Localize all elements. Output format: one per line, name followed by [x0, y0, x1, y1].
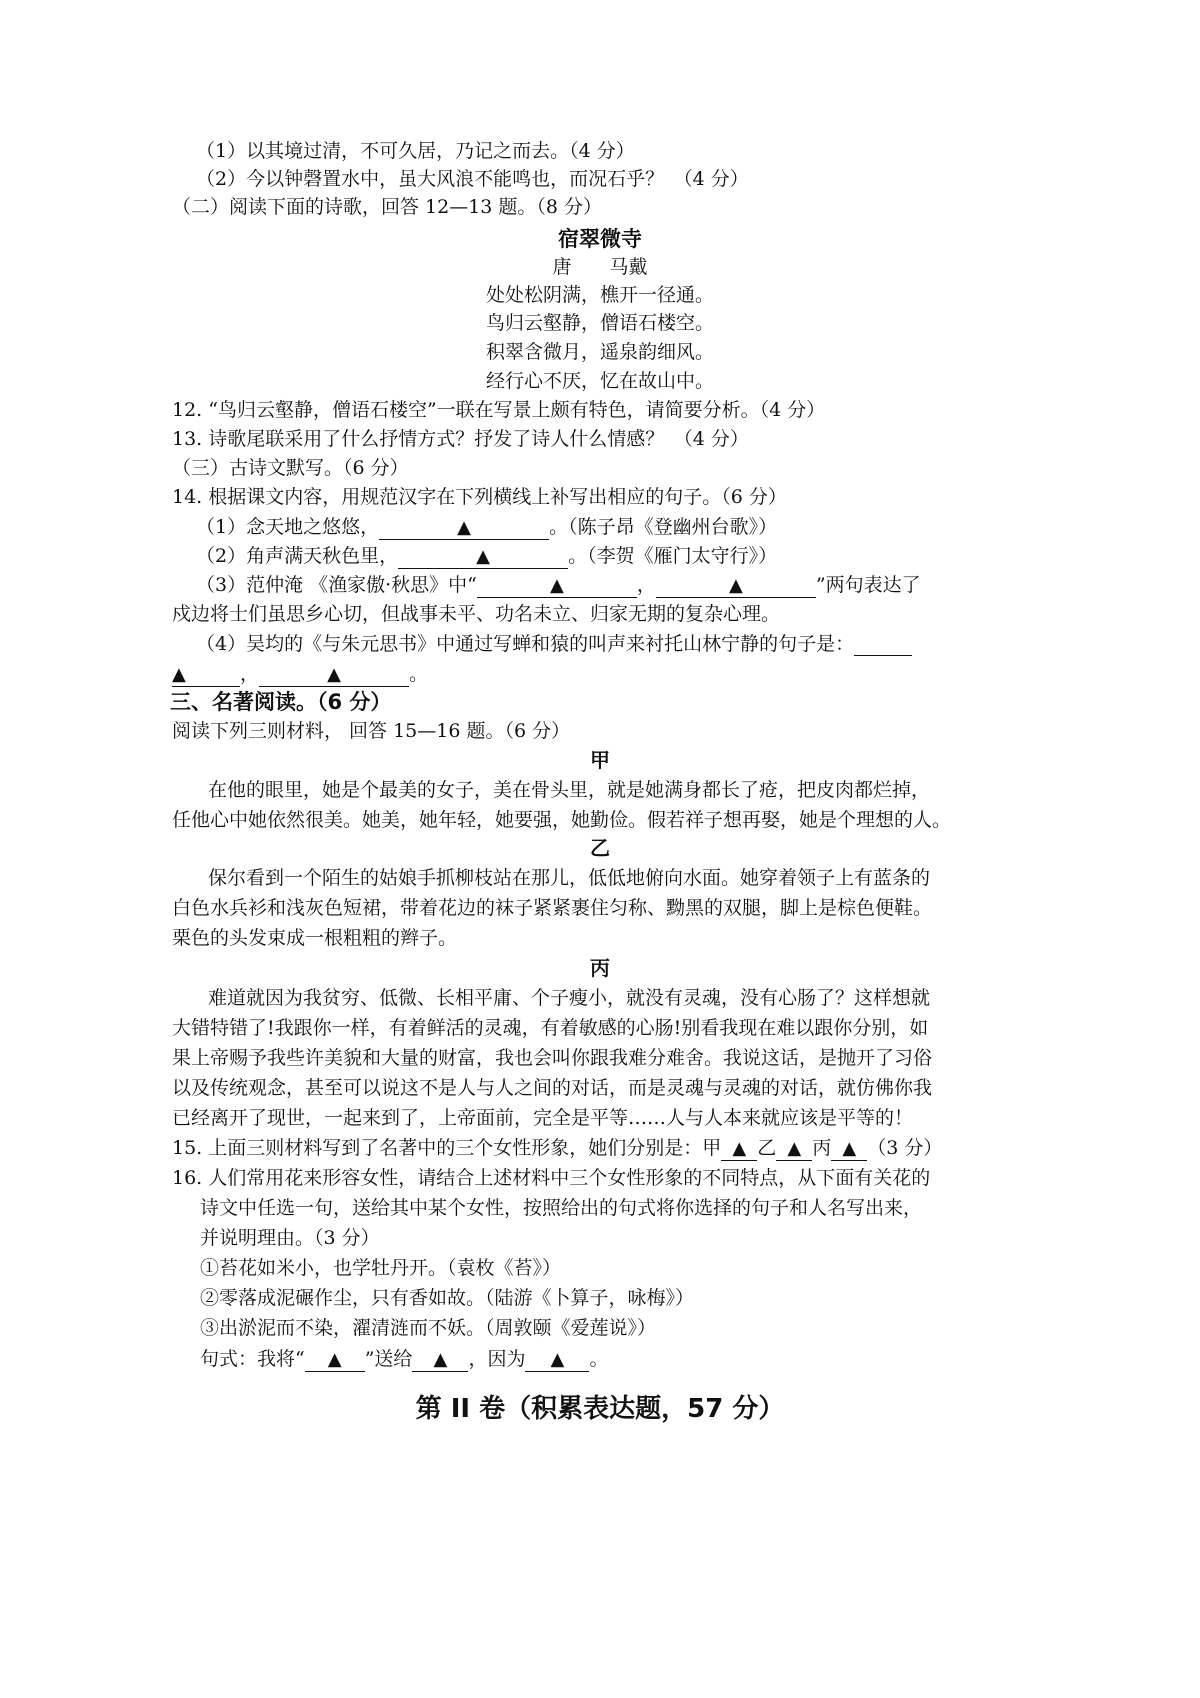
question-15: 15. 上面三则材料写到了名著中的三个女性形象，她们分别是：甲 ▲ 乙 ▲ 丙 ▲ （3 分）: [172, 1137, 943, 1159]
triangle-icon: ▲: [172, 664, 186, 685]
poem-line: 经行心不厌，忆在故山中。: [485, 370, 714, 392]
question-14-3: （3）范仲淹 《渔家傲·秋思》中“ ▲ ， ▲ ”两句表达了: [196, 574, 921, 596]
section-3-heading: 三、名著阅读。（6 分）: [170, 690, 392, 714]
material-yi-line: 保尔看到一个陌生的姑娘手抓柳枝站在那儿，低低地俯向水面。她穿着领子上有蓝条的: [208, 867, 931, 889]
material-yi-label: 乙: [590, 836, 610, 860]
answer-blank[interactable]: [656, 574, 816, 598]
poem-line: 鸟归云壑静，僧语石楼空。: [485, 312, 714, 334]
answer-blank[interactable]: [305, 1348, 365, 1372]
material-yi-line: 栗色的头发束成一根粗粗的辫子。: [172, 927, 458, 949]
question-14-2: （2）角声满天秋色里， ▲ 。（李贺《雁门太守行》）: [196, 545, 778, 567]
q16-option: ①苔花如米小，也学牡丹开。（袁枚《苔》）: [200, 1257, 562, 1279]
material-jia-line: 在他的眼里，她是个最美的女子，美在骨头里，就是她满身都长了疮，把皮肉都烂掉，: [208, 779, 931, 801]
question-14-3-cont: 戍边将士们虽思乡心切，但战事未平、功名未立、归家无期的复杂心理。: [172, 603, 781, 625]
triangle-icon: ▲: [327, 664, 341, 685]
poem-line: 积翠含微月，遥泉韵细风。: [485, 341, 714, 363]
answer-blank[interactable]: [721, 1137, 757, 1161]
triangle-icon: ▲: [787, 1138, 802, 1159]
question-12: 12. “鸟归云壑静，僧语石楼空”一联在写景上颇有特色，请简要分析。（4 分）: [172, 399, 826, 421]
answer-blank[interactable]: [477, 574, 637, 598]
part-2-title: 第 II 卷（积累表达题，57 分）: [415, 1394, 785, 1424]
material-yi-line: 白色水兵衫和浅灰色短裙，带着花边的袜子紧紧裹住匀称、黝黑的双腿，脚上是棕色便鞋。: [172, 897, 933, 919]
question-14: 14. 根据课文内容，用规范汉字在下列横线上补写出相应的句子。（6 分）: [172, 486, 787, 508]
section-3-intro: 阅读下列三则材料， 回答 15—16 题。（6 分）: [172, 720, 571, 742]
triangle-icon: ▲: [728, 575, 743, 596]
material-bing-line: 以及传统观念，甚至可以说这不是人与人之间的对话，而是灵魂与灵魂的对话，就仿佛你我: [172, 1077, 933, 1099]
answer-blank[interactable]: [776, 1137, 812, 1161]
triangle-icon: ▲: [433, 1349, 448, 1370]
answer-blank[interactable]: [412, 1348, 468, 1372]
material-bing-line: 大错特错了!我跟你一样，有着鲜活的灵魂，有着敏感的心肠!别看我现在难以跟你分别，如: [172, 1017, 929, 1039]
question-13: 13. 诗歌尾联采用了什么抒情方式？抒发了诗人什么情感？ （4 分）: [172, 428, 749, 450]
q16-sentence-form: 句式：我将“ ▲ ”送给 ▲ ，因为 ▲ 。: [200, 1348, 609, 1370]
answer-blank[interactable]: [398, 545, 568, 569]
answer-blank[interactable]: [525, 1348, 589, 1372]
question-14-4-cont: ▲ ， ▲ 。: [172, 663, 429, 685]
poem-line: 处处松阴满，樵开一径通。: [485, 284, 714, 306]
question-14-4: （4）吴均的《与朱元思书》中通过写蝉和猿的叫声来衬托山林宁静的句子是：: [196, 630, 912, 658]
triangle-icon: ▲: [457, 517, 472, 538]
material-jia-line: 任他心中她依然很美。她美，她年轻，她要强，她勤俭。假若祥子想再娶，她是个理想的人。: [172, 809, 952, 831]
q11-translation-2: （2）今以钟磬置水中，虽大风浪不能鸣也，而况石乎？ （4 分）: [196, 168, 749, 190]
material-jia-label: 甲: [590, 748, 610, 772]
answer-blank-part[interactable]: [854, 633, 912, 656]
material-bing-label: 丙: [590, 956, 610, 980]
question-14-1: （1）念天地之悠悠， ▲ 。（陈子昂《登幽州台歌》）: [196, 516, 778, 538]
triangle-icon: ▲: [549, 575, 564, 596]
triangle-icon: ▲: [842, 1138, 857, 1159]
q11-translation-1: （1）以其境过清，不可久居，乃记之而去。（4 分）: [196, 140, 635, 162]
part3-intro: （三）古诗文默写。（6 分）: [172, 457, 409, 479]
q16-option: ②零落成泥碾作尘，只有香如故。（陆游《卜算子，咏梅》）: [200, 1287, 695, 1309]
answer-blank[interactable]: [379, 516, 549, 540]
q16-option: ③出淤泥而不染，濯清涟而不妖。（周敦颐《爱莲说》）: [200, 1317, 657, 1339]
triangle-icon: ▲: [327, 1349, 342, 1370]
material-bing-line: 已经离开了现世，一起来到了，上帝面前，完全是平等……人与人本来就应该是平等的！: [172, 1107, 914, 1129]
poem-author: 唐 马戴: [552, 256, 648, 278]
material-bing-line: 果上帝赐予我些许美貌和大量的财富，我也会叫你跟我难分难舍。我说这话，是抛开了习俗: [172, 1047, 933, 1069]
question-16-cont: 诗文中任选一句，送给其中某个女性，按照给出的句式将你选择的句子和人名写出来，: [200, 1197, 923, 1219]
part2-intro: （二）阅读下面的诗歌，回答 12—13 题。（8 分）: [172, 196, 603, 218]
question-16: 16. 人们常用花来形容女性，请结合上述材料中三个女性形象的不同特点，从下面有关花的: [172, 1167, 931, 1189]
triangle-icon: ▲: [732, 1138, 747, 1159]
answer-blank[interactable]: [259, 663, 409, 687]
triangle-icon: ▲: [550, 1349, 565, 1370]
answer-blank[interactable]: [172, 663, 240, 687]
answer-blank[interactable]: [831, 1137, 867, 1161]
question-16-cont: 并说明理由。（3 分）: [200, 1227, 380, 1249]
poem-title: 宿翠微寺: [558, 227, 642, 251]
material-bing-line: 难道就因为我贫穷、低微、长相平庸、个子瘦小，就没有灵魂，没有心肠了？这样想就: [208, 987, 931, 1009]
triangle-icon: ▲: [476, 546, 491, 567]
